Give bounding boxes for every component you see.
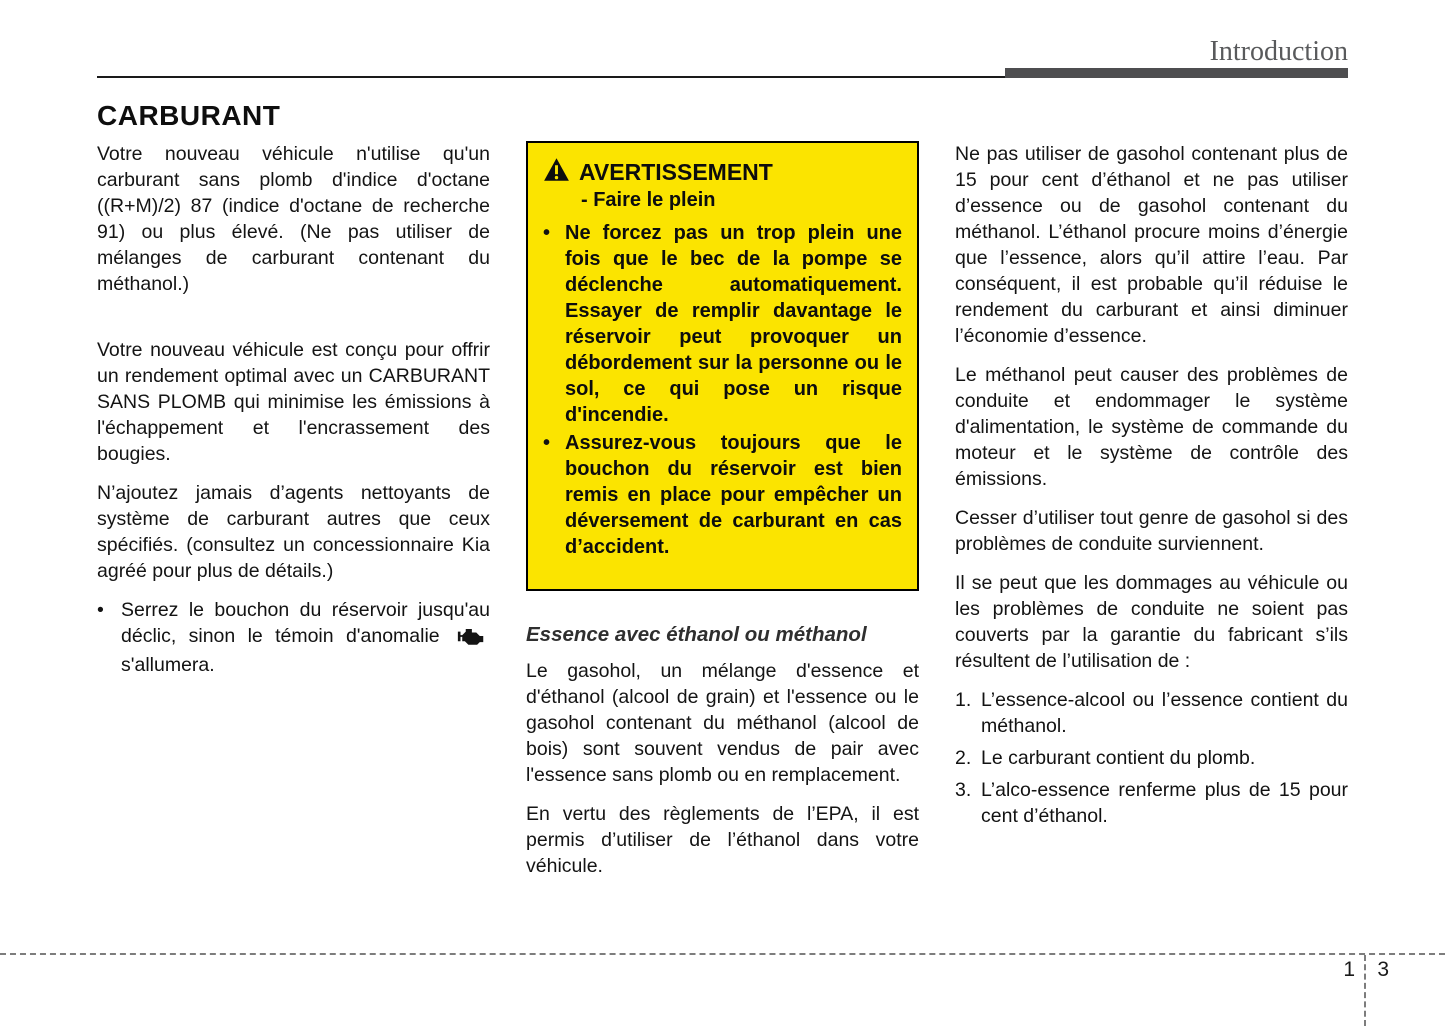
paragraph-additives: N’ajoutez jamais d’agents nettoyants de système de carburant autres que ceux spécifiés. (consultez un concessionnaire Kia agréé pour plus de détails.) <box>97 482 490 582</box>
column-middle <box>526 141 919 879</box>
bullet-item-fuel-cap <box>97 597 490 678</box>
page-number: 3 <box>1377 958 1389 981</box>
bullet-text-pre: Serrez le bouchon du réservoir jusqu'au déclic, sinon le témoin d'anomalie <box>121 599 490 647</box>
page-number-divider <box>1364 955 1366 1026</box>
numbered-item <box>955 777 1348 829</box>
section-subheading-ethanol: Essence avec éthanol ou méthanol <box>526 623 867 646</box>
page-chapter-number: 1 <box>1343 958 1355 981</box>
paragraph-gasohol: Le gasohol, un mélange d'essence et d'éthanol (alcool de grain) et l'essence ou le gasohol contenant du méthanol (alcool de bois) sont souvent vendus de pair avec l'essence sans plomb ou en remplacement. <box>526 660 919 786</box>
warning-header <box>543 157 902 187</box>
paragraph-warranty: Il se peut que les dommages au véhicule ou les problèmes de conduite ne soient pas couverts par la garantie du fabricant s’ils résultent de l’utilisation de : <box>955 572 1348 672</box>
header-accent-bar <box>1005 68 1348 78</box>
warning-bullet <box>543 220 902 428</box>
footer-dashed-rule <box>0 953 1445 955</box>
chapter-header-title: Introduction <box>1209 36 1348 67</box>
warning-subtitle: - Faire le plein <box>581 189 716 211</box>
paragraph-fuel-octane: Votre nouveau véhicule n'utilise qu'un carburant sans plomb d'indice d'octane ((R+M)/2) 87 (indice d'octane de recherche 91) ou plus élevé. (Ne pas utiliser de mélanges de carburant contenant du méthanol.) <box>97 143 490 295</box>
item-text: L’essence-alcool ou l’essence contient du méthanol. <box>981 689 1348 737</box>
column-right <box>955 141 1348 835</box>
paragraph-ethanol-limit: Ne pas utiliser de gasohol contenant plus de 15 pour cent d’éthanol et ne pas utiliser d’essence ou de gasohol contenant du méthanol. L’éthanol procure moins d’énergie que l’essence, alors qu’il attire l’eau. Par conséquent, il est probable qu’il réduise le rendement du carburant et ainsi diminuer l’économie d’essence. <box>955 143 1348 347</box>
warning-box <box>526 141 919 591</box>
item-text: Le carburant contient du plomb. <box>981 747 1256 769</box>
bullet-text-post: s'allumera. <box>121 654 215 676</box>
item-number: 3. <box>955 779 972 801</box>
paragraph-epa: En vertu des règlements de l’EPA, il est permis d’utiliser de l’éthanol dans votre véhicule. <box>526 803 919 877</box>
paragraph-stop-gasohol: Cesser d’utiliser tout genre de gasohol si des problèmes de conduite surviennent. <box>955 507 1348 555</box>
item-number: 2. <box>955 747 972 769</box>
numbered-item <box>955 745 1348 771</box>
warning-bullet-text: Assurez-vous toujours que le bouchon du réservoir est bien remis en place pour empêcher un déversement de carburant en cas d’accident. <box>565 432 902 558</box>
paragraph-unleaded: Votre nouveau véhicule est conçu pour offrir un rendement optimal avec un CARBURANT SANS PLOMB qui minimise les émissions à l'échappement et l'encrassement des bougies. <box>97 339 490 465</box>
item-text: L’alco-essence renferme plus de 15 pour cent d’éthanol. <box>981 779 1348 827</box>
item-number: 1. <box>955 689 972 711</box>
column-left <box>97 141 490 678</box>
check-engine-icon <box>457 626 485 652</box>
paragraph-methanol-damage: Le méthanol peut causer des problèmes de conduite et endommager le système d'alimentation, le système de commande du moteur et le système de contrôle des émissions. <box>955 364 1348 490</box>
page-title: CARBURANT <box>97 100 281 131</box>
bullet-marker: • <box>543 222 551 244</box>
warning-title: AVERTISSEMENT <box>579 158 773 185</box>
warning-triangle-icon <box>543 157 570 187</box>
numbered-item <box>955 687 1348 739</box>
warning-bullet <box>543 430 902 560</box>
warning-bullet-text: Ne forcez pas un trop plein une fois que le bec de la pompe se déclenche automatiquement. Essayer de remplir davantage le réservoir peut provoquer un débordement sur la personne ou le sol, ce qui pose un risque d'incendie. <box>565 222 902 426</box>
bullet-marker: • <box>543 432 551 454</box>
bullet-marker: • <box>97 599 104 621</box>
bullet-text <box>121 597 490 678</box>
